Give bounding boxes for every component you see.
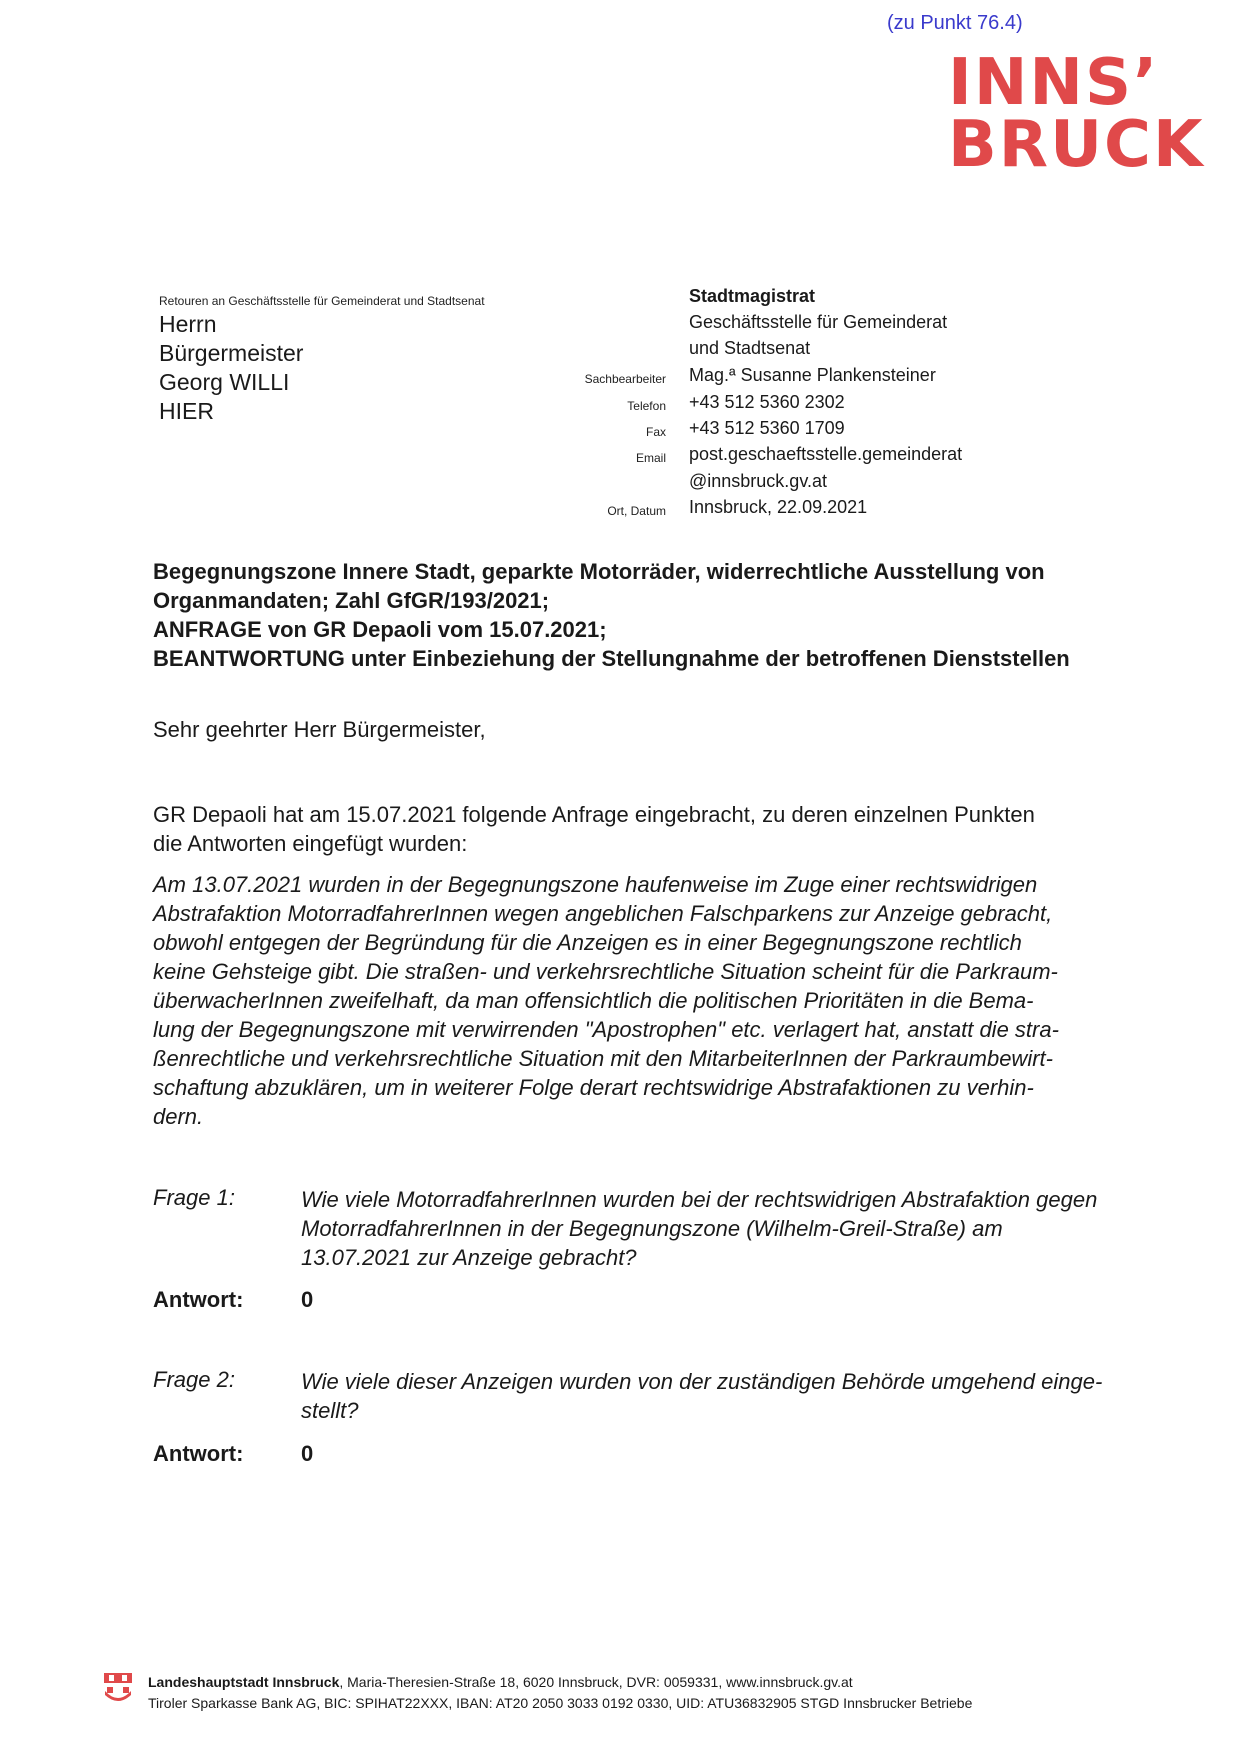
logo-line-1: INNS’ <box>948 46 1160 120</box>
intro-paragraph <box>153 800 1143 858</box>
intro-line: die Antworten eingefügt wurden: <box>153 831 468 856</box>
question-1-label: Frage 1: <box>153 1185 235 1210</box>
recipient-line: Herrn <box>159 311 217 337</box>
quote-line: obwohl entgegen der Begründung für die Anzeigen es in einer Begegnungszone rechtlich <box>153 930 1022 955</box>
recipient-line: Bürgermeister <box>159 340 304 366</box>
city-crest-icon <box>103 1671 133 1705</box>
question-1-text <box>301 1185 1161 1272</box>
sender-department-line-1: Geschäftsstelle für Gemeinderat <box>689 312 948 332</box>
phone-value: +43 512 5360 2302 <box>689 392 845 412</box>
innsbruck-logo <box>948 46 1205 182</box>
intro-line: GR Depaoli hat am 15.07.2021 folgende Anfrage eingebracht, zu deren einzelnen Punkten <box>153 802 1035 827</box>
subject <box>153 557 1143 673</box>
return-address-line: Retouren an Geschäftsstelle für Gemeinderat und Stadtsenat <box>159 294 485 308</box>
question-2-label: Frage 2: <box>153 1367 235 1392</box>
fax-label: Fax <box>645 425 666 439</box>
footer-address <box>148 1674 853 1690</box>
answer-2-value: 0 <box>301 1441 314 1466</box>
question-line: Wie viele MotorradfahrerInnen wurden bei der rechtswidrigen Abstrafaktion gegen <box>301 1187 1098 1212</box>
recipient-address <box>159 310 303 426</box>
quote-line: ßenrechtliche und verkehrsrechtliche Situation mit den MitarbeiterInnen der Parkraumbewirt- <box>153 1046 1053 1071</box>
email-value: post.geschaeftsstelle.gemeinderat <box>689 444 963 464</box>
email-label: Email <box>635 451 666 465</box>
logo-line-2: BRUCK <box>948 108 1205 182</box>
question-line: Wie viele dieser Anzeigen wurden von der zuständigen Behörde umgehend einge- <box>301 1369 1103 1394</box>
inquiry-quote <box>153 870 1143 1131</box>
quote-line: keine Gehsteige gibt. Die straßen- und verkehrsrechtliche Situation scheint für die Parkraum- <box>153 959 1058 984</box>
answer-1-label: Antwort: <box>153 1287 244 1312</box>
recipient-line: HIER <box>159 398 214 424</box>
footer-city-name: Landeshauptstadt Innsbruck <box>148 1674 340 1690</box>
subject-line: Begegnungszone Innere Stadt, geparkte Motorräder, widerrechtliche Ausstellung von <box>153 559 1045 584</box>
phone-label: Telefon <box>627 399 666 413</box>
quote-line: Abstrafaktion MotorradfahrerInnen wegen angeblichen Falschparkens zur Anzeige gebracht, <box>153 901 1053 926</box>
question-line: 13.07.2021 zur Anzeige gebracht? <box>301 1245 637 1270</box>
question-line: MotorradfahrerInnen in der Begegnungszone (Wilhelm-Greil-Straße) am <box>301 1216 1003 1241</box>
email-value-continued: @innsbruck.gv.at <box>689 471 827 491</box>
subject-line: ANFRAGE von GR Depaoli vom 15.07.2021; <box>153 617 607 642</box>
subject-line: BEANTWORTUNG unter Einbeziehung der Stellungnahme der betroffenen Dienststellen <box>153 646 1070 671</box>
place-date-value: Innsbruck, 22.09.2021 <box>689 497 868 517</box>
recipient-line: Georg WILLI <box>159 369 290 395</box>
quote-line: dern. <box>153 1104 204 1129</box>
fax-value: +43 512 5360 1709 <box>689 418 845 438</box>
quote-line: schaftung abzuklären, um in weiterer Folge derart rechtswidrige Abstrafaktionen zu verhin- <box>153 1075 1034 1100</box>
quote-line: lung der Begegnungszone mit verwirrenden "Apostrophen" etc. verlagert hat, anstatt die stra- <box>153 1017 1059 1042</box>
point-reference: (zu Punkt 76.4) <box>887 12 1023 34</box>
quote-line: überwacherInnen zweifelhaft, da man offensichtlich die politischen Prioritäten in die Bema- <box>153 988 1034 1013</box>
salutation: Sehr geehrter Herr Bürgermeister, <box>153 717 486 742</box>
question-line: stellt? <box>301 1398 359 1423</box>
sender-office: Stadtmagistrat <box>689 286 816 306</box>
footer-address-rest: , Maria-Theresien-Straße 18, 6020 Innsbruck, DVR: 0059331, www.innsbruck.gv.at <box>339 1674 853 1690</box>
footer-bank-details: Tiroler Sparkasse Bank AG, BIC: SPIHAT22XXX, IBAN: AT20 2050 3033 0192 0330, UID: ATU36832905 STGD Innsbrucker Betriebe <box>148 1695 973 1711</box>
question-2-text <box>301 1367 1161 1425</box>
clerk-label: Sachbearbeiter <box>584 372 666 386</box>
place-date-label: Ort, Datum <box>607 504 666 518</box>
answer-1-value: 0 <box>301 1287 314 1312</box>
subject-line: Organmandaten; Zahl GfGR/193/2021; <box>153 588 550 613</box>
answer-2-label: Antwort: <box>153 1441 244 1466</box>
sender-department-line-2: und Stadtsenat <box>689 338 811 358</box>
clerk-value: Mag.ª Susanne Plankensteiner <box>689 365 936 385</box>
quote-line: Am 13.07.2021 wurden in der Begegnungszone haufenweise im Zuge einer rechtswidrigen <box>153 872 1038 897</box>
